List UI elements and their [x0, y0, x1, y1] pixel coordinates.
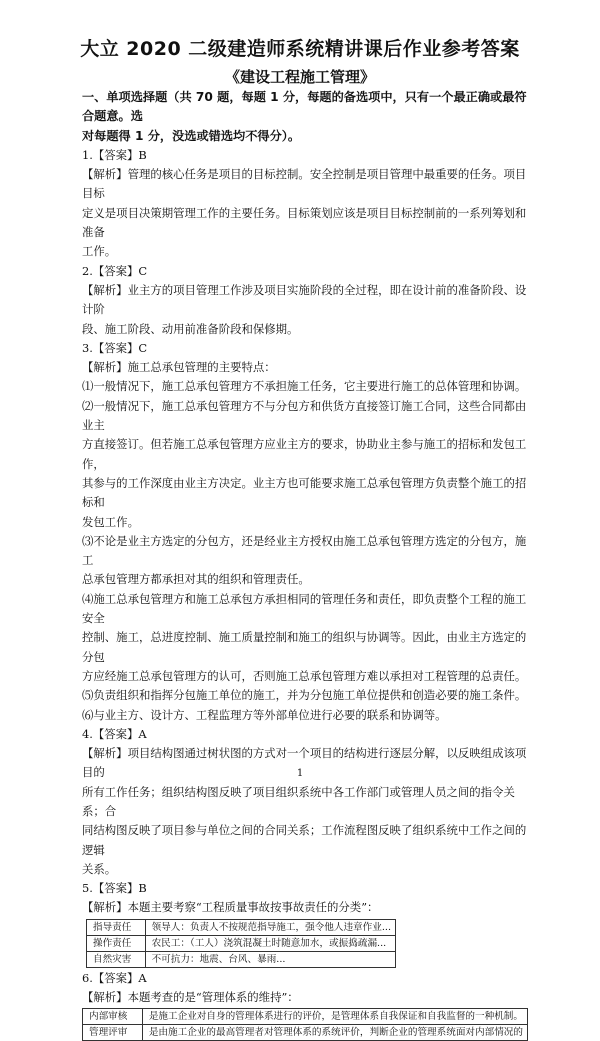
document-body [82, 88, 528, 1041]
table-cell: 农民工：（工人）浇筑混凝土时随意加水，或振捣疏漏... [145, 935, 395, 951]
q2-answer: 2.【答案】C [82, 263, 148, 278]
q3-answer: 3.【答案】C [82, 340, 148, 355]
table-cell: 是施工企业对自身的管理体系进行的评价，是管理体系自我保证和自我监督的一种机制。 [142, 1009, 527, 1025]
table-row [83, 1025, 528, 1041]
table-row [87, 919, 396, 935]
section-heading [82, 88, 528, 146]
text-line: 同结构图反映了项目参与单位之间的合同关系；工作流程图反映了组织系统中工作之间的逻辑 [82, 823, 527, 857]
text-line: ⑹与业主方、设计方、工程监理方等外部单位进行必要的联系和协调等。 [82, 707, 447, 722]
text-line: 控制、施工，总进度控制、施工质量控制和施工的组织与协调等。因此，由业主方选定的分包 [82, 630, 527, 664]
text-line: 方直接签订。但若施工总承包管理方应业主方的要求，协助业主参与施工的招标和发包工作， [82, 437, 527, 471]
section-heading-line-2: 对每题得 1 分，没选或错选均不得分）。 [82, 128, 301, 143]
q6-answer: 6.【答案】A [82, 970, 147, 985]
table-cell: 内部审核 [83, 1009, 143, 1025]
q5-analysis: 【解析】本题主要考察“工程质量事故按事故责任的分类”： [82, 900, 379, 915]
text-line: 【解析】施工总承包管理的主要特点： [82, 360, 276, 375]
q1-answer: 1.【答案】B [82, 147, 147, 162]
text-line: ⑸负责组织和指挥分包施工单位的施工，并为分包施工单位提供和创造必要的施工条件。 [82, 688, 527, 703]
text-line: ⑷施工总承包管理方和施工总承包方承担相同的管理任务和责任，即负责整个工程的施工安全 [82, 591, 527, 626]
text-line: 段、施工阶段、动用前准备阶段和保修期。 [82, 321, 299, 336]
text-line: 工作。 [82, 244, 117, 259]
document-subtitle: 《建设工程施工管理》 [224, 68, 375, 86]
q2-analysis [82, 281, 528, 339]
text-line: 定义是项目决策期管理工作的主要任务。目标策划应该是项目目标控制前的一系列筹划和准备 [82, 205, 527, 240]
text-line: ⑶不论是业主方选定的分包方，还是经业主方授权由施工总承包管理方选定的分包方，施工 [82, 533, 527, 568]
document-title: 大立 2020 二级建造师系统精讲课后作业参考答案 [80, 38, 520, 60]
text-line: 所有工作任务；组织结构图反映了项目组织系统中各工作部门或管理人员之间的指令关系；合 [82, 784, 515, 818]
q4-answer: 4.【答案】A [82, 726, 147, 741]
page-number: 1 [296, 768, 304, 779]
table-cell: 自然灾害 [87, 951, 146, 967]
q5-table [86, 919, 396, 968]
table-cell: 操作责任 [87, 935, 146, 951]
text-line: 其参与的工作深度由业主方决定。业主方也可能要求施工总承包管理方负责整个施工的招标和 [82, 475, 527, 510]
q5-answer: 5.【答案】B [82, 881, 147, 896]
q4-analysis [82, 744, 528, 879]
text-line: 方应经施工总承包管理方的认可，否则施工总承包管理方难以承担对工程管理的总责任。 [82, 668, 527, 683]
table-row [83, 1009, 528, 1025]
q1-analysis [82, 165, 528, 261]
text-line: 发包工作。 [82, 514, 139, 529]
q3-analysis [82, 358, 528, 725]
table-cell: 指导责任 [87, 919, 146, 935]
section-heading-line-1: 一、单项选择题（共 70 题，每题 1 分，每题的备选项中，只有一个最正确或最符合题意。选 [82, 90, 527, 124]
text-line: 关系。 [82, 861, 117, 876]
text-line: ⑴一般情况下，施工总承包管理方不承担施工任务，它主要进行施工的总体管理和协调。 [82, 379, 527, 394]
table-cell: 管理评审 [83, 1025, 143, 1041]
q6-table [82, 1008, 528, 1041]
table-row [87, 951, 396, 967]
table-row [87, 935, 396, 951]
text-line: ⑵一般情况下，施工总承包管理方不与分包方和供货方直接签订施工合同，这些合同都由业主 [82, 398, 527, 433]
text-line: 【解析】业主方的项目管理工作涉及项目实施阶段的全过程，即在设计前的准备阶段、设计阶 [82, 282, 527, 317]
table-cell: 是由施工企业的最高管理者对管理体系的系统评价，判断企业的管理系统面对内部情况的 [142, 1025, 527, 1041]
text-line: 【解析】管理的核心任务是项目的目标控制。安全控制是项目管理中最重要的任务。项目目标 [82, 167, 527, 201]
text-line: 总承包管理方都承担对其的组织和管理责任。 [82, 572, 310, 587]
table-cell: 不可抗力：地震、台风、暴雨... [145, 951, 395, 967]
table-cell: 领导人：负责人不按规范指导施工，强令他人违章作业... [145, 919, 395, 935]
text-line: 【解析】项目结构图通过树状图的方式对一个项目的结构进行逐层分解，以反映组成该项目的 [82, 746, 527, 780]
q6-analysis: 【解析】本题考查的是“管理体系的维持”： [82, 990, 299, 1005]
